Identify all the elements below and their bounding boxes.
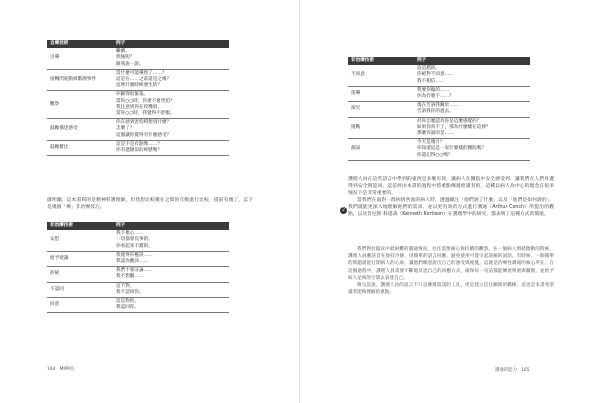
example-line: 這是不是有點像……？ [116, 141, 162, 147]
technique-cell: 接轉閃底動與數理事件 [47, 69, 113, 91]
right-body-serif [348, 246, 554, 296]
example-line: 我認同你。 [116, 305, 139, 311]
page-number-right: 165 [521, 368, 530, 373]
technique-cell: 給予建議 [47, 251, 113, 266]
example-cell [414, 86, 530, 101]
table-row [47, 267, 229, 282]
example-cell [113, 282, 229, 297]
example-line: 我覺得你應該…… [116, 252, 153, 258]
table-row [47, 69, 229, 91]
table-row [47, 230, 229, 251]
table-row [47, 298, 229, 313]
table-header-technique: 非治療技術 [348, 57, 414, 65]
table-header-example: 例子 [113, 222, 229, 230]
running-title-left: MIPRO [59, 367, 74, 372]
table-row [47, 91, 229, 119]
example-line: 你還記得○○嗎？ [417, 152, 453, 158]
section-marker: 2 [340, 207, 347, 214]
left-paragraph [47, 198, 253, 212]
table-header-technique: 非治療技術 [47, 222, 113, 230]
table-row [47, 251, 229, 266]
example-line: 你知道這是一家什麼樣的醫院嗎？ [417, 146, 486, 152]
non-therapeutic-table-right [348, 57, 530, 161]
right-paragraph-1: 護理人員在這些語言中學到的東西是多麼有效，讓病人在醫院中安全感受到、讓我們在人們身邊得到安全與認同，這是經由本書的過程中將重點傳遞給讀者的，這種以病人為中心的理念在很多情況下是非常重要的。 [348, 177, 554, 196]
example-line: 這不對。 [116, 283, 135, 289]
technique-cell: 觀察 [47, 91, 113, 119]
example-line: 我不擔心…… [116, 231, 144, 237]
table-row [348, 102, 530, 117]
example-cell [113, 298, 229, 313]
right-body [348, 177, 554, 218]
example-line: 我要你做的…… [417, 87, 450, 93]
right-paragraph-3: 我們對於臨床中最困難的溝通情況，往往需要耐心與持續的觀察。在一個病人情緒激動的時候，護理人員應該首先保持冷靜，用簡單的語言回應，避免使用可能引起誤解的詞語。有時候，一個簡單的問題就能打開病人的心扉，讓他們願意說出自己的感受與擔憂，這就是治療性溝通的核心所在。在這個過程中，護理人員需要不斷地反思自己的回應方式，確保每一句話都能傳達尊重與關懷，並給予病人足夠的空間去表達自己。 [348, 247, 554, 281]
example-line: 這個讓你覺得有什麼感受？ [116, 132, 172, 138]
example-line: 跟我說一說。 [116, 61, 144, 67]
example-line: 這是錯的。 [417, 66, 440, 72]
example-cell [414, 117, 530, 139]
example-cell [113, 230, 229, 251]
example-line: 這裡什麼時候發生的？ [116, 83, 162, 89]
example-line: 如果你真不了，那為什麼總在這裡？ [417, 124, 491, 130]
therapeutic-table [47, 40, 229, 156]
example-line: 你為什麼不……？ [417, 94, 454, 100]
example-cell [414, 102, 530, 117]
example-line: 現在告訴我關於…… [417, 103, 459, 109]
table-header-example: 例子 [113, 40, 229, 48]
example-line: 我不認同你。 [116, 289, 144, 295]
example-line: 告訴我你的過去。 [417, 109, 454, 115]
example-line: 一切都會沒事的。 [116, 237, 153, 243]
example-line: 我認為應該…… [116, 259, 149, 265]
example-line: 那麼你說的是…… [417, 131, 454, 137]
technique-cell: 拒絕 [47, 267, 113, 282]
example-line: 你絕對不同意…… [417, 72, 454, 78]
technique-cell: 測試 [348, 139, 414, 161]
footer-right [495, 367, 530, 373]
technique-cell: 探究 [348, 102, 414, 117]
example-line: 怎麼了？ [116, 126, 135, 132]
right-paragraph-4: 換句話說，護理人員的語言不只是傳遞資訊的工具，更是建立信任關係的橋樑，這也是本書希望讀者能夠理解的重點。 [348, 283, 554, 296]
right-page [300, 0, 600, 403]
example-line: 我們不要討論…… [116, 268, 153, 274]
example-line: 但你怎麼認為你是這麼感覺的？ [417, 118, 482, 124]
technique-cell: 引導 [47, 48, 113, 69]
example-line: 你在感到害怕時想到什麼？ [116, 120, 172, 126]
example-cell [113, 48, 229, 69]
example-line: 我不想聽…… [116, 274, 144, 280]
technique-cell: 安慰 [47, 230, 113, 251]
table-row [348, 117, 530, 139]
example-cell [113, 69, 229, 91]
technique-cell: 鼓勵描述感受 [47, 119, 113, 141]
example-line: 這是在……之前還是之後？ [116, 77, 172, 83]
table-row [348, 65, 530, 86]
technique-cell: 不同意 [348, 65, 414, 86]
table-row [47, 282, 229, 297]
right-paragraph-2: 當我們在面對一群病情各異的病人時，透過關注「他們說了什麼」以及「他們是如何說的」，我們就能更深入地理解他們的需求，並以更有效的方式進行溝通（Arthur Conch）所提出的觀點，以及肯尼斯‧科提森（Kenneth Kortison）在護理學中的研究，都表明了這種方式的價值。 [348, 197, 554, 217]
example-cell [113, 140, 229, 155]
example-line: 這是對的。 [116, 299, 139, 305]
table-row [348, 139, 530, 161]
technique-cell: 挑戰 [348, 117, 414, 139]
table-row [47, 119, 229, 141]
table-row [47, 48, 229, 69]
footer-left [47, 367, 74, 372]
technique-cell: 指導 [348, 86, 414, 101]
table-row [47, 140, 229, 155]
example-cell [414, 65, 530, 86]
example-line: 當你○○時，我覺得不舒服。 [116, 111, 175, 117]
running-title-right: 溝通的能力 [495, 368, 517, 373]
example-cell [113, 251, 229, 266]
example-cell [414, 139, 530, 161]
example-line: 我注意到你在咬嘴唇。 [116, 104, 162, 110]
page-number-left: 164 [47, 367, 56, 372]
example-line: 然後呢？ [116, 55, 135, 61]
example-line: 當你○○時，你會不會害怕？ [116, 98, 175, 104]
example-line: 你有過類似的經歷嗎？ [116, 148, 162, 154]
table-header-technique: 自療技術 [47, 40, 113, 48]
technique-cell: 同意 [47, 298, 113, 313]
example-cell [113, 119, 229, 141]
example-cell [113, 267, 229, 282]
example-line: 當什麼可能導致了……？ [116, 70, 167, 76]
example-cell [113, 91, 229, 119]
table-row [348, 86, 530, 101]
table-header-example: 例子 [414, 57, 530, 65]
example-line: 你看起來不錯的。 [116, 243, 153, 249]
example-line: 你顯得很緊張。 [116, 92, 149, 98]
example-line: 我不相信…… [417, 78, 445, 84]
example-line: 今天是幾月？ [417, 140, 445, 146]
example-line: 繼續。 [116, 49, 130, 55]
technique-cell: 鼓勵釐比 [47, 140, 113, 155]
non-therapeutic-table-left [47, 222, 229, 313]
left-paragraph-text: 啟明團，這本書寫的是精神科護理師，但我想比較聚在之間的互動進行比較，提前有幾了，以下是幾個「療」非治療技巧。 [47, 198, 253, 210]
technique-cell: 不認同 [47, 282, 113, 297]
